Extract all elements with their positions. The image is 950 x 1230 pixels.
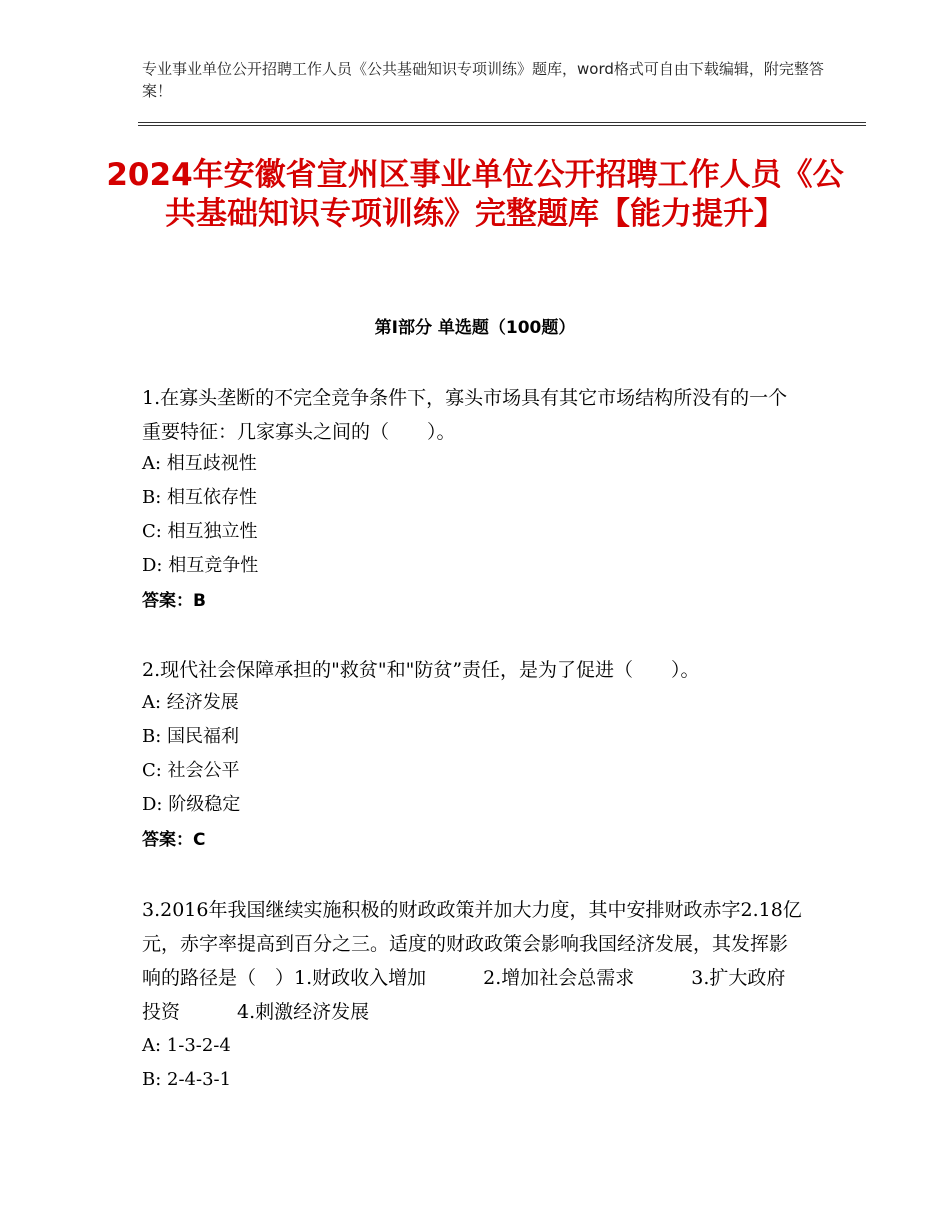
section-title: 第Ⅰ部分 单选题（100题） [374, 318, 576, 338]
question-2-option-b: B: 国民福利 [142, 726, 240, 747]
question-3-option-b: B: 2-4-3-1 [142, 1069, 232, 1090]
question-1-answer: 答案：B [142, 591, 206, 611]
question-3-option-a: A: 1-3-2-4 [142, 1035, 231, 1056]
header-note: 专业事业单位公开招聘工作人员《公共基础知识专项训练》题库，word格式可自由下载编辑，附完整答案！ [142, 60, 824, 100]
question-2-option-a: A: 经济发展 [142, 692, 239, 713]
header-divider [138, 122, 866, 123]
question-2-option-c: C: 社会公平 [142, 760, 240, 781]
question-1-option-b: B: 相互依存性 [142, 487, 258, 508]
question-3-text: 3.2016年我国继续实施积极的财政政策并加大力度，其中安排财政赤字2.18亿元，赤字率提高到百分之三。适度的财政政策会影响我国经济发展，其发挥影响的路径是（ ）1.财政收入增加 2.增加社会总需求 3.扩大政府投资 4.刺激经济发展 [142, 899, 802, 1023]
question-2-answer: 答案：C [142, 830, 206, 850]
question-1-text: 1.在寡头垄断的不完全竞争条件下，寡头市场具有其它市场结构所没有的一个重要特征：几家寡头之间的（ ）。 [142, 387, 788, 443]
question-1-option-a: A: 相互歧视性 [142, 453, 257, 474]
header-divider-secondary [138, 125, 866, 126]
document-title: 2024年安徽省宣州区事业单位公开招聘工作人员《公共基础知识专项训练》完整题库【能力提升】 [106, 157, 844, 232]
question-1-option-c: C: 相互独立性 [142, 521, 258, 542]
question-1-option-d: D: 相互竞争性 [142, 555, 259, 576]
question-2-text: 2.现代社会保障承担的"救贫"和"防贫”责任，是为了促进（ ）。 [142, 659, 700, 681]
question-2-option-d: D: 阶级稳定 [142, 794, 241, 815]
